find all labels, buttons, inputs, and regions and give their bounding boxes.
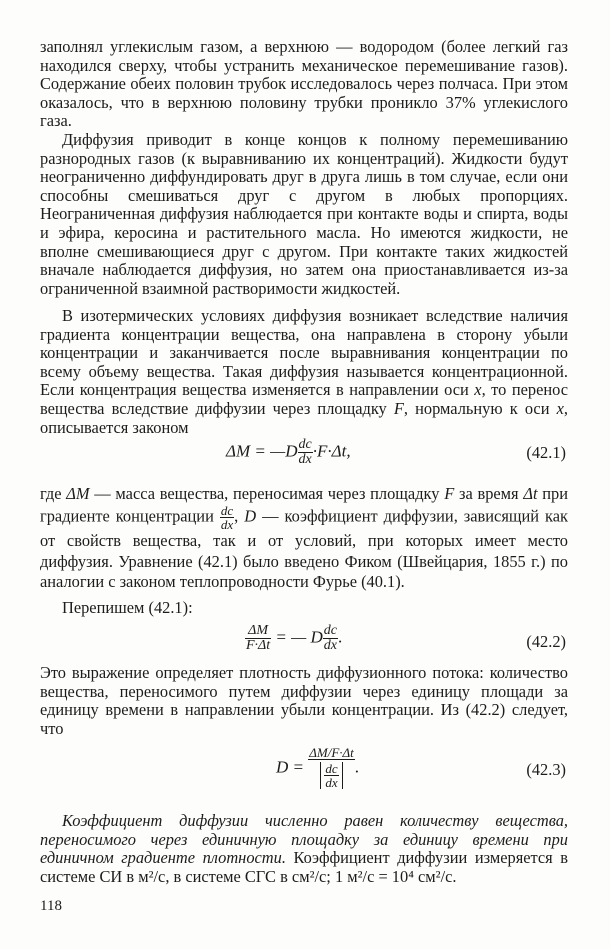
p4-frac-den: dx: [220, 517, 234, 533]
paragraph-2: Диффузия приводит в конце концов к полному перемешиванию разнородных газов (к выравниванию их концентраций). Жидкости будут неограниченно диффундировать друг в друга лишь в том случае, если они способны смешиваться друг с другом в любых пропорциях. Неограниченная диффузия наблюдается при контакте воды и спирта, воды и эфира, керосина и растительного масла. Но имеются жидкости, не вполне смешивающиеся друг с другом. При контакте таких жидкостей вначале наблюдается диффузия, но затем она приостанавливается из-за ограниченной взаимной растворимости жидкостей.: [40, 130, 568, 298]
eq3-abs-value: [320, 762, 342, 789]
p4-fraction: [220, 504, 234, 531]
eq3-lhs: D =: [276, 757, 304, 777]
eq2-fraction-2: [323, 624, 338, 653]
var-F: F: [393, 398, 404, 418]
paragraph-5: Перепишем (42.1):: [62, 598, 193, 617]
eq3-inner-fraction: [324, 762, 338, 789]
page-number: 118: [40, 898, 62, 914]
p4-c: за время: [454, 484, 524, 503]
eq1-frac-num: dc: [298, 437, 312, 452]
p4-d: при градиенте концентрации: [40, 484, 568, 526]
eq2-fraction-1: [245, 624, 271, 653]
eq1-lhs: ΔM = —D: [226, 441, 298, 461]
eq2-frac-num: ΔM: [248, 623, 269, 638]
eq2-frac2-num: dc: [323, 623, 338, 638]
eq2-frac-den: F·Δt: [246, 638, 271, 653]
eq1-number: (42.1): [526, 443, 566, 462]
p4-e: ,: [234, 506, 245, 526]
eq2-frac2-den: dx: [323, 638, 338, 653]
eq1-fraction: [298, 438, 313, 467]
var-x-2: x: [556, 398, 564, 418]
eq3-inner-den: dx: [325, 775, 338, 790]
p4-b: — масса вещества, переносимая через площадку: [89, 484, 445, 503]
p4-frac-num: dc: [220, 503, 234, 519]
paragraph-4: [40, 484, 568, 593]
paragraph-3: [40, 307, 568, 437]
paragraph-7: [40, 812, 568, 886]
eq3-end: .: [354, 757, 360, 777]
eq1-frac-den: dx: [298, 452, 312, 467]
equation-42-3-body: [276, 746, 359, 789]
eq3-frac-num: ΔM/F·Δt: [309, 745, 354, 760]
paragraph-3-text-d: , описывается законом: [40, 398, 569, 437]
eq1-rhs: ·F·Δt,: [312, 441, 351, 461]
p4-f: — коэффициент диффузии, зависящий как от свойств вещества, так и от условий, при которых имеет место диффузия. Уравнение (42.1) было введено Фиком (Швейцария, 1855 г.) по аналогии с законом теплопроводности Фурье (40.1).: [40, 506, 568, 592]
equation-42-1: [40, 434, 568, 474]
p7-italic-definition: Коэффициент диффузии численно равен количеству вещества, переносимого через единичную площадку за единицу времени при единичном градиенте плотности.: [40, 811, 568, 868]
p7-units: Коэффициент диффузии измеряется в системе СИ в м²/с, в системе СГС в см²/с; 1 м²/с = 10⁴ см²/с.: [40, 848, 569, 886]
eq3-inner-num: dc: [325, 761, 338, 776]
eq2-mid: = — D: [275, 627, 323, 647]
paragraph-3-text-a: В изотермических условиях диффузия возникает вследствие наличия градиента концентрации вещества, она направлена в сторону убыли концентрации и заканчивается после выравнивания концентрации по всему объему вещества. Такая диффузия называется концентрационной. Если концентрация вещества изменяется в направлении оси: [40, 306, 568, 400]
p4-F: F: [444, 484, 455, 503]
eq3-fraction: [308, 746, 355, 789]
paragraph-6: Это выражение определяет плотность диффузионного потока: количество вещества, переносимого путем диффузии через единицу площади за единицу времени в направлении убыли концентрации. Из (42.2) следует, что: [40, 663, 568, 738]
equation-42-3: [40, 744, 568, 802]
paragraph-3-text-c: , нормальную к оси: [403, 398, 557, 418]
p4-D: D: [244, 506, 257, 526]
equation-42-1-body: [226, 438, 351, 467]
paragraph-1: заполнял углекислым газом, а верхнюю — водородом (более легкий газ находился сверху, чтобы устранить механическое перемешивание газов). Содержание обеих половин трубок исследовалось через полчаса. При этом оказалось, что в верхнюю половину трубки проникло 37% углекислого газа.: [40, 37, 568, 131]
var-x: x: [474, 380, 482, 400]
eq3-number: (42.3): [526, 760, 566, 779]
equation-42-2: [40, 622, 568, 660]
eq3-frac-den: [308, 759, 355, 789]
p4-dM: ΔM: [66, 484, 90, 503]
p4-dt: Δt: [523, 484, 538, 503]
eq2-number: (42.2): [526, 632, 566, 651]
eq2-end: .: [338, 627, 343, 647]
p4-a: где: [40, 484, 67, 503]
equation-42-2-body: [245, 624, 342, 653]
paragraph-3-text-b: , то перенос вещества вследствие диффузии через площадку: [40, 380, 568, 418]
